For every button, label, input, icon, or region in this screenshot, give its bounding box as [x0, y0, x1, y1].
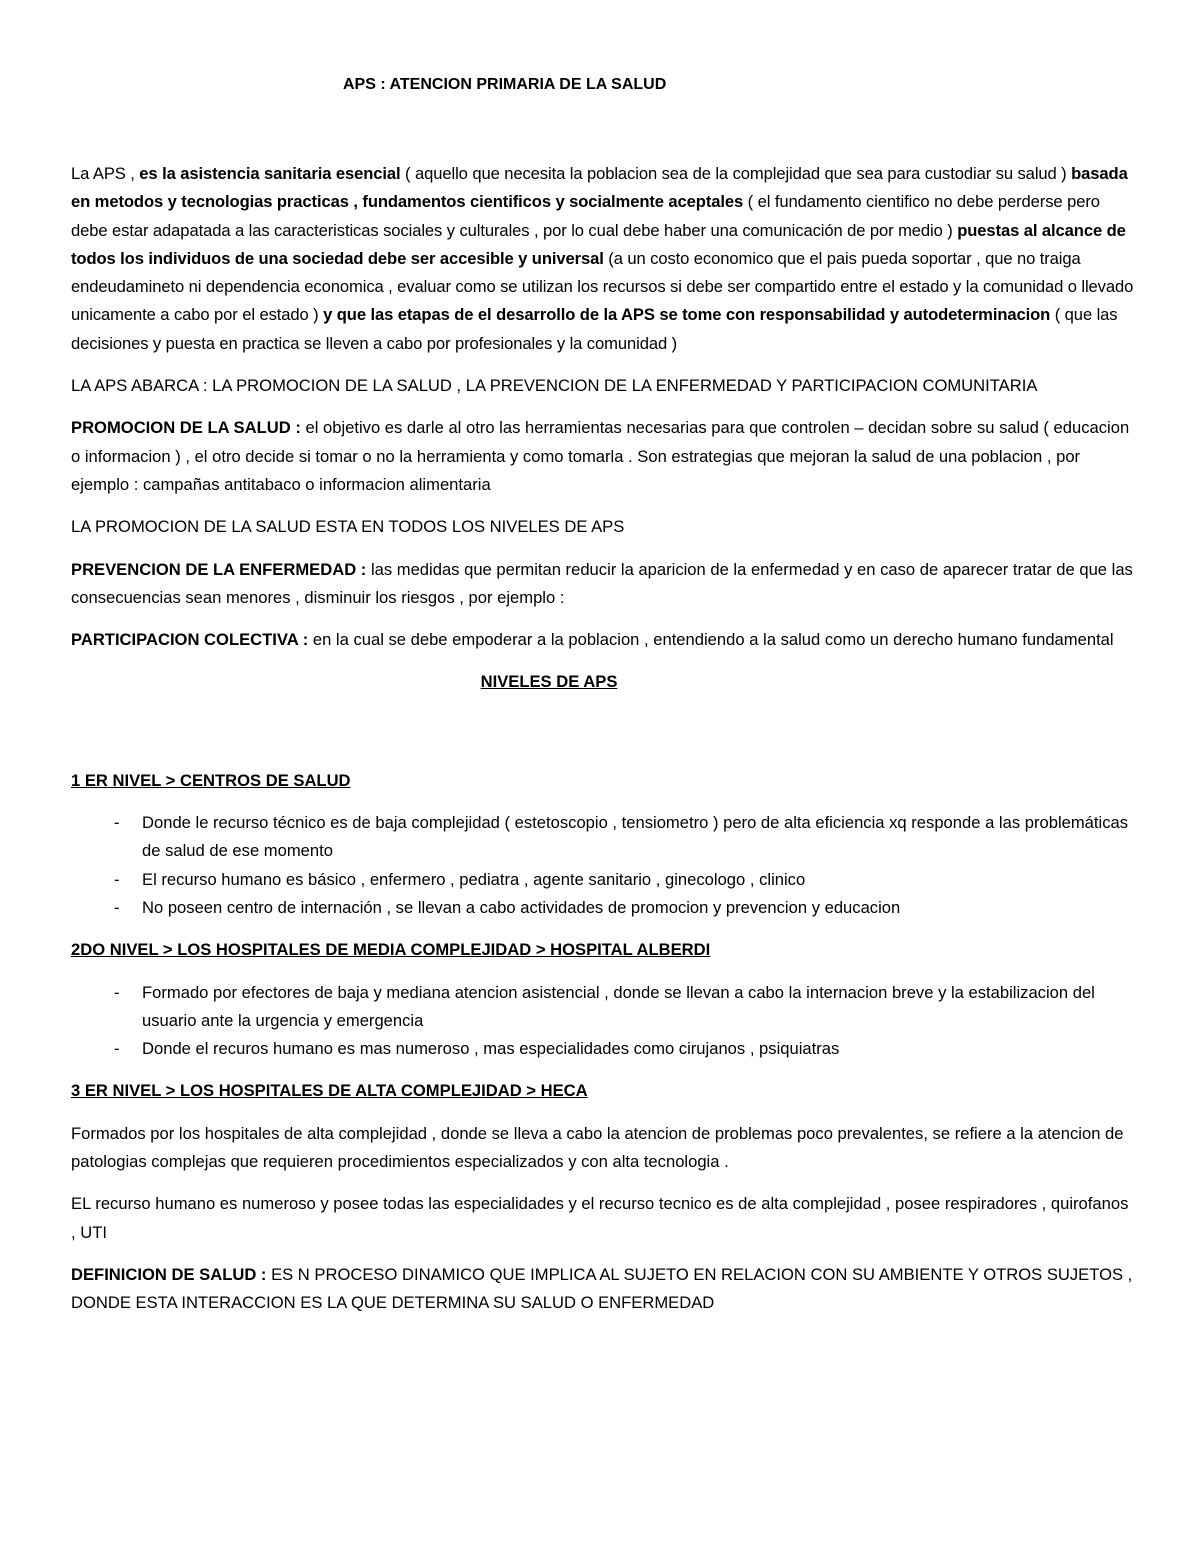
participacion-paragraph: [71, 626, 1137, 654]
promocion-text: el objetivo es darle al otro las herramientas necesarias para que controlen – decidan sobre su salud ( educacion o informacion ) , el otro decide si tomar o no la herramienta y como tomarla . Son estrategias que mejoran la salud de una poblacion , por ejemplo : campañas antitabaco o informacion alimentaria: [71, 418, 1130, 494]
definicion-paragraph: [71, 1261, 1137, 1318]
intro-text-1: La APS ,: [71, 164, 140, 183]
list-item: - Donde le recurso técnico es de baja complejidad ( estetoscopio , tensiometro ) pero de alta eficiencia xq responde a las problemáticas de salud de ese momento: [71, 809, 1137, 866]
nivel1-list: [71, 809, 1137, 922]
intro-text-4: (a un costo economico que el pais pueda soportar , que no traiga endeudamineto ni dependencia economica , evaluar como se utilizan los recursos si debe ser compartido entre el estado y la comunidad o llevado unicamente a cabo por el estado ): [71, 248, 1134, 325]
nivel3-paragraph-1: Formados por los hospitales de alta complejidad , donde se lleva a cabo la atencion de problemas poco prevalentes, se refiere a la atencion de patologias complejas que requieren procedimientos especializados y con alta tecnologia .: [71, 1123, 1124, 1172]
list-item: - Donde el recuros humano es mas numeroso , mas especialidades como cirujanos , psiquiatras: [71, 1035, 1137, 1063]
intro-text-2: ( aquello que necesita la poblacion sea de la complejidad que sea para custodiar su salud ): [400, 164, 1072, 183]
promocion-niveles-paragraph: LA PROMOCION DE LA SALUD ESTA EN TODOS LOS NIVELES DE APS: [71, 517, 625, 537]
promocion-label: PROMOCION DE LA SALUD :: [71, 418, 301, 438]
intro-text-3: ( el fundamento cientifico no debe perderse pero debe estar adapatada a las caracteristicas sociales y culturales , por lo cual debe haber una comunicación de por medio ): [71, 192, 1100, 240]
intro-bold-4: y que las etapas de el desarrollo de la APS se tome con responsabilidad y autodeterminacion: [323, 305, 1051, 325]
participacion-label: PARTICIPACION COLECTIVA :: [71, 630, 309, 650]
document-body: [71, 160, 1137, 1318]
document-title: APS : ATENCION PRIMARIA DE LA SALUD: [343, 76, 667, 93]
nivel3-heading: 3 ER NIVEL > LOS HOSPITALES DE ALTA COMPLEJIDAD > HECA: [71, 1081, 588, 1101]
intro-bold-1: es la asistencia sanitaria esencial: [139, 164, 401, 183]
promocion-paragraph: [71, 414, 1137, 499]
niveles-heading: NIVELES DE APS: [480, 672, 618, 692]
list-item: - El recurso humano es básico , enfermero , pediatra , agente sanitario , ginecologo , clinico: [71, 866, 1137, 894]
intro-bold-3: puestas al alcance de todos los individuos de una sociedad debe ser accesible y universal: [71, 220, 1126, 268]
definicion-text: ES N PROCESO DINAMICO QUE IMPLICA AL SUJETO EN RELACION CON SU AMBIENTE Y OTROS SUJETOS , DONDE ESTA INTERACCION ES LA QUE DETERMINA SU SALUD O ENFERMEDAD: [71, 1264, 1133, 1313]
prevencion-paragraph: [71, 556, 1137, 613]
abarca-paragraph: LA APS ABARCA : LA PROMOCION DE LA SALUD , LA PREVENCION DE LA ENFERMEDAD Y PARTICIPACION COMUNITARIA: [71, 376, 1038, 396]
nivel1-heading: 1 ER NIVEL > CENTROS DE SALUD: [71, 770, 351, 790]
nivel2-heading: 2DO NIVEL > LOS HOSPITALES DE MEDIA COMPLEJIDAD > HOSPITAL ALBERDI: [71, 940, 711, 960]
nivel2-list: [71, 979, 1137, 1064]
list-item: - Formado por efectores de baja y mediana atencion asistencial , donde se llevan a cabo la internacion breve y la estabilizacion del usuario ante la urgencia y emergencia: [71, 979, 1137, 1036]
prevencion-text: las medidas que permitan reducir la aparicion de la enfermedad y en caso de aparecer tratar de que las consecuencias sean menores , disminuir los riesgos , por ejemplo :: [71, 559, 1133, 607]
definicion-label: DEFINICION DE SALUD :: [71, 1264, 267, 1284]
intro-paragraph: [71, 160, 1137, 358]
list-item: - No poseen centro de internación , se llevan a cabo actividades de promocion y prevencion y educacion: [71, 894, 1137, 922]
intro-text-5: ( que las decisiones y puesta en practica se lleven a cabo por profesionales y la comunidad ): [71, 305, 1118, 353]
prevencion-label: PREVENCION DE LA ENFERMEDAD :: [71, 559, 367, 579]
nivel3-paragraph-2: EL recurso humano es numeroso y posee todas las especialidades y el recurso tecnico es de alta complejidad , posee respiradores , quirofanos , UTI: [71, 1194, 1129, 1242]
participacion-text: en la cual se debe empoderar a la poblacion , entendiendo a la salud como un derecho humano fundamental: [308, 630, 1114, 650]
intro-bold-2: basada en metodos y tecnologias practicas , fundamentos cientificos y socialmente aceptales: [71, 164, 1128, 212]
